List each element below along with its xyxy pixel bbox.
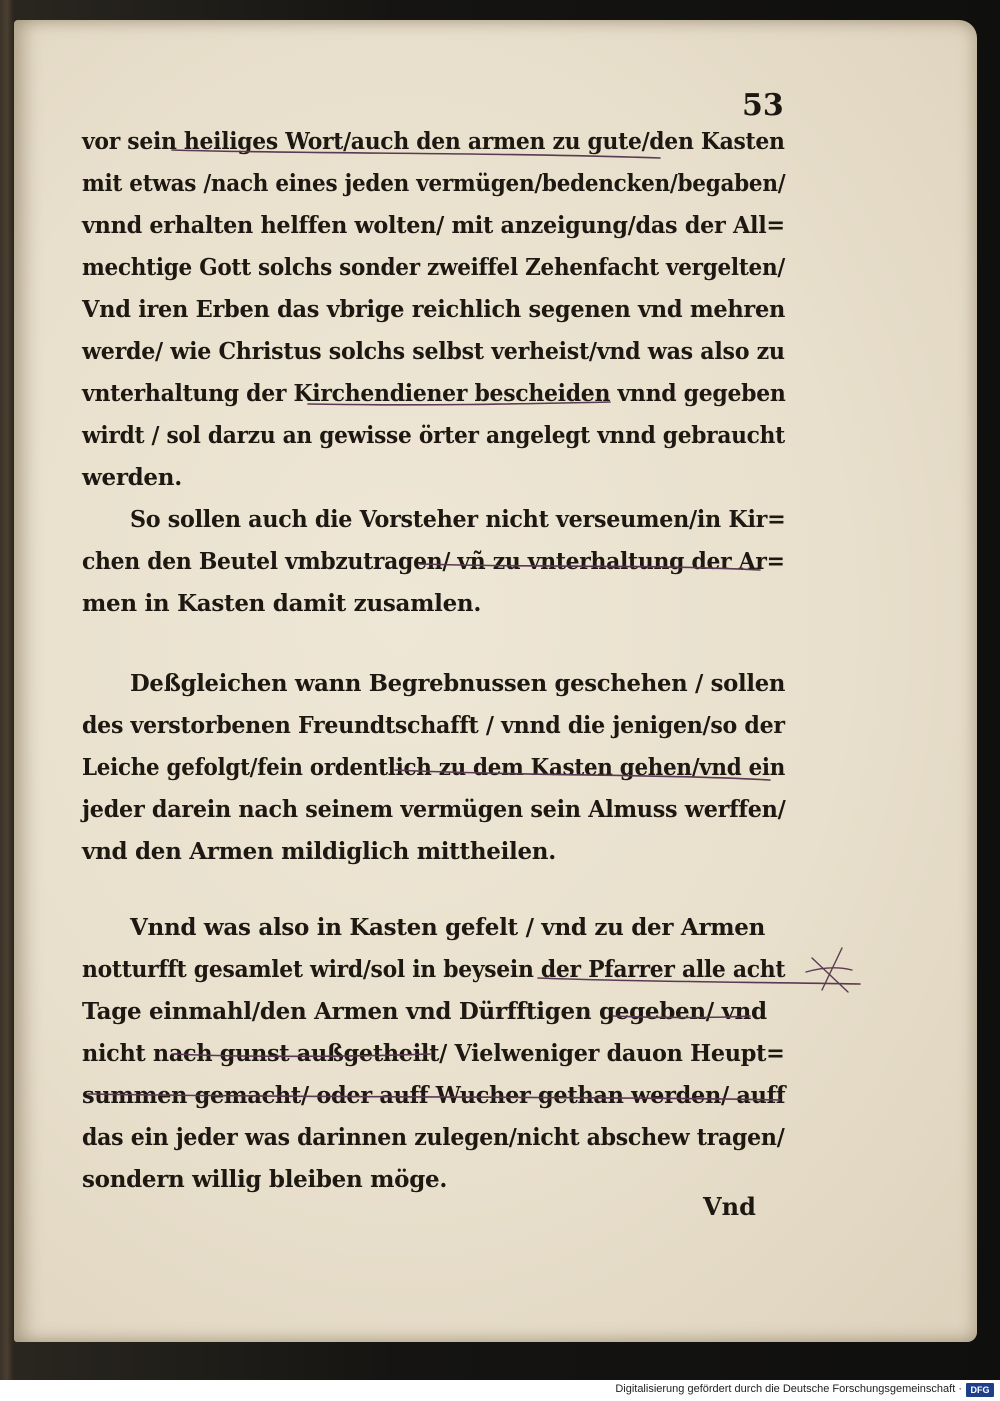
text-line: vnterhaltung der Kirchendiener bescheiden vnnd gegeben bbox=[82, 380, 786, 407]
text-line: vnnd erhalten helffen wolten/ mit anzeigung/das der All= bbox=[82, 212, 785, 239]
text-line: das ein jeder was darinnen zulegen/nicht abschew tragen/ bbox=[82, 1124, 785, 1151]
book-binding-edge bbox=[0, 0, 14, 1380]
text-line: Deßgleichen wann Begrebnussen geschehen / sollen bbox=[130, 670, 786, 697]
page-number: 53 bbox=[742, 88, 784, 123]
text-line: werde/ wie Christus solchs selbst verheist/vnd was also zu bbox=[82, 338, 785, 365]
text-line: jeder darein nach seinem vermügen sein Almuss werffen/ bbox=[82, 796, 786, 823]
text-line: nicht nach gunst außgetheilt/ Vielweniger dauon Heupt= bbox=[82, 1040, 785, 1067]
text-line: Leiche gefolgt/fein ordentlich zu dem Kasten gehen/vnd ein bbox=[82, 754, 786, 781]
text-line: vor sein heiliges Wort/auch den armen zu gute/den Kasten bbox=[82, 128, 785, 155]
text-line: sondern willig bleiben möge. bbox=[82, 1166, 448, 1193]
text-line: notturfft gesamlet wird/sol in beysein der Pfarrer alle acht bbox=[82, 956, 786, 983]
text-line: Vnd iren Erben das vbrige reichlich segenen vnd mehren bbox=[82, 296, 786, 323]
text-line: mechtige Gott solchs sonder zweiffel Zehenfacht vergelten/ bbox=[82, 254, 785, 281]
text-line: Tage einmahl/den Armen vnd Dürfftigen gegeben/ vnd bbox=[82, 998, 767, 1025]
text-line: So sollen auch die Vorsteher nicht verseumen/in Kir= bbox=[130, 506, 786, 533]
dfg-logo: DFG bbox=[966, 1383, 994, 1397]
text-line: werden. bbox=[82, 464, 182, 491]
text-line: mit etwas /nach eines jeden vermügen/bedencken/begaben/ bbox=[82, 170, 786, 197]
text-line: wirdt / sol darzu an gewisse örter angelegt vnnd gebraucht bbox=[82, 422, 785, 449]
text-line: summen gemacht/ oder auff Wucher gethan werden/ auff bbox=[82, 1082, 786, 1109]
footer-bar bbox=[0, 1380, 1000, 1401]
text-line: Vnnd was also in Kasten gefelt / vnd zu der Armen bbox=[130, 914, 766, 941]
catchword: Vnd bbox=[703, 1192, 756, 1221]
footer-credit: Digitalisierung gefördert durch die Deutsche Forschungsgemeinschaft · bbox=[615, 1383, 962, 1395]
text-line: des verstorbenen Freundtschafft / vnnd die jenigen/so der bbox=[82, 712, 785, 739]
text-line: men in Kasten damit zusamlen. bbox=[82, 590, 482, 617]
text-line: vnd den Armen mildiglich mittheilen. bbox=[82, 838, 556, 865]
text-line: chen den Beutel vmbzutragen/ vñ zu vnterhaltung der Ar= bbox=[82, 548, 785, 575]
